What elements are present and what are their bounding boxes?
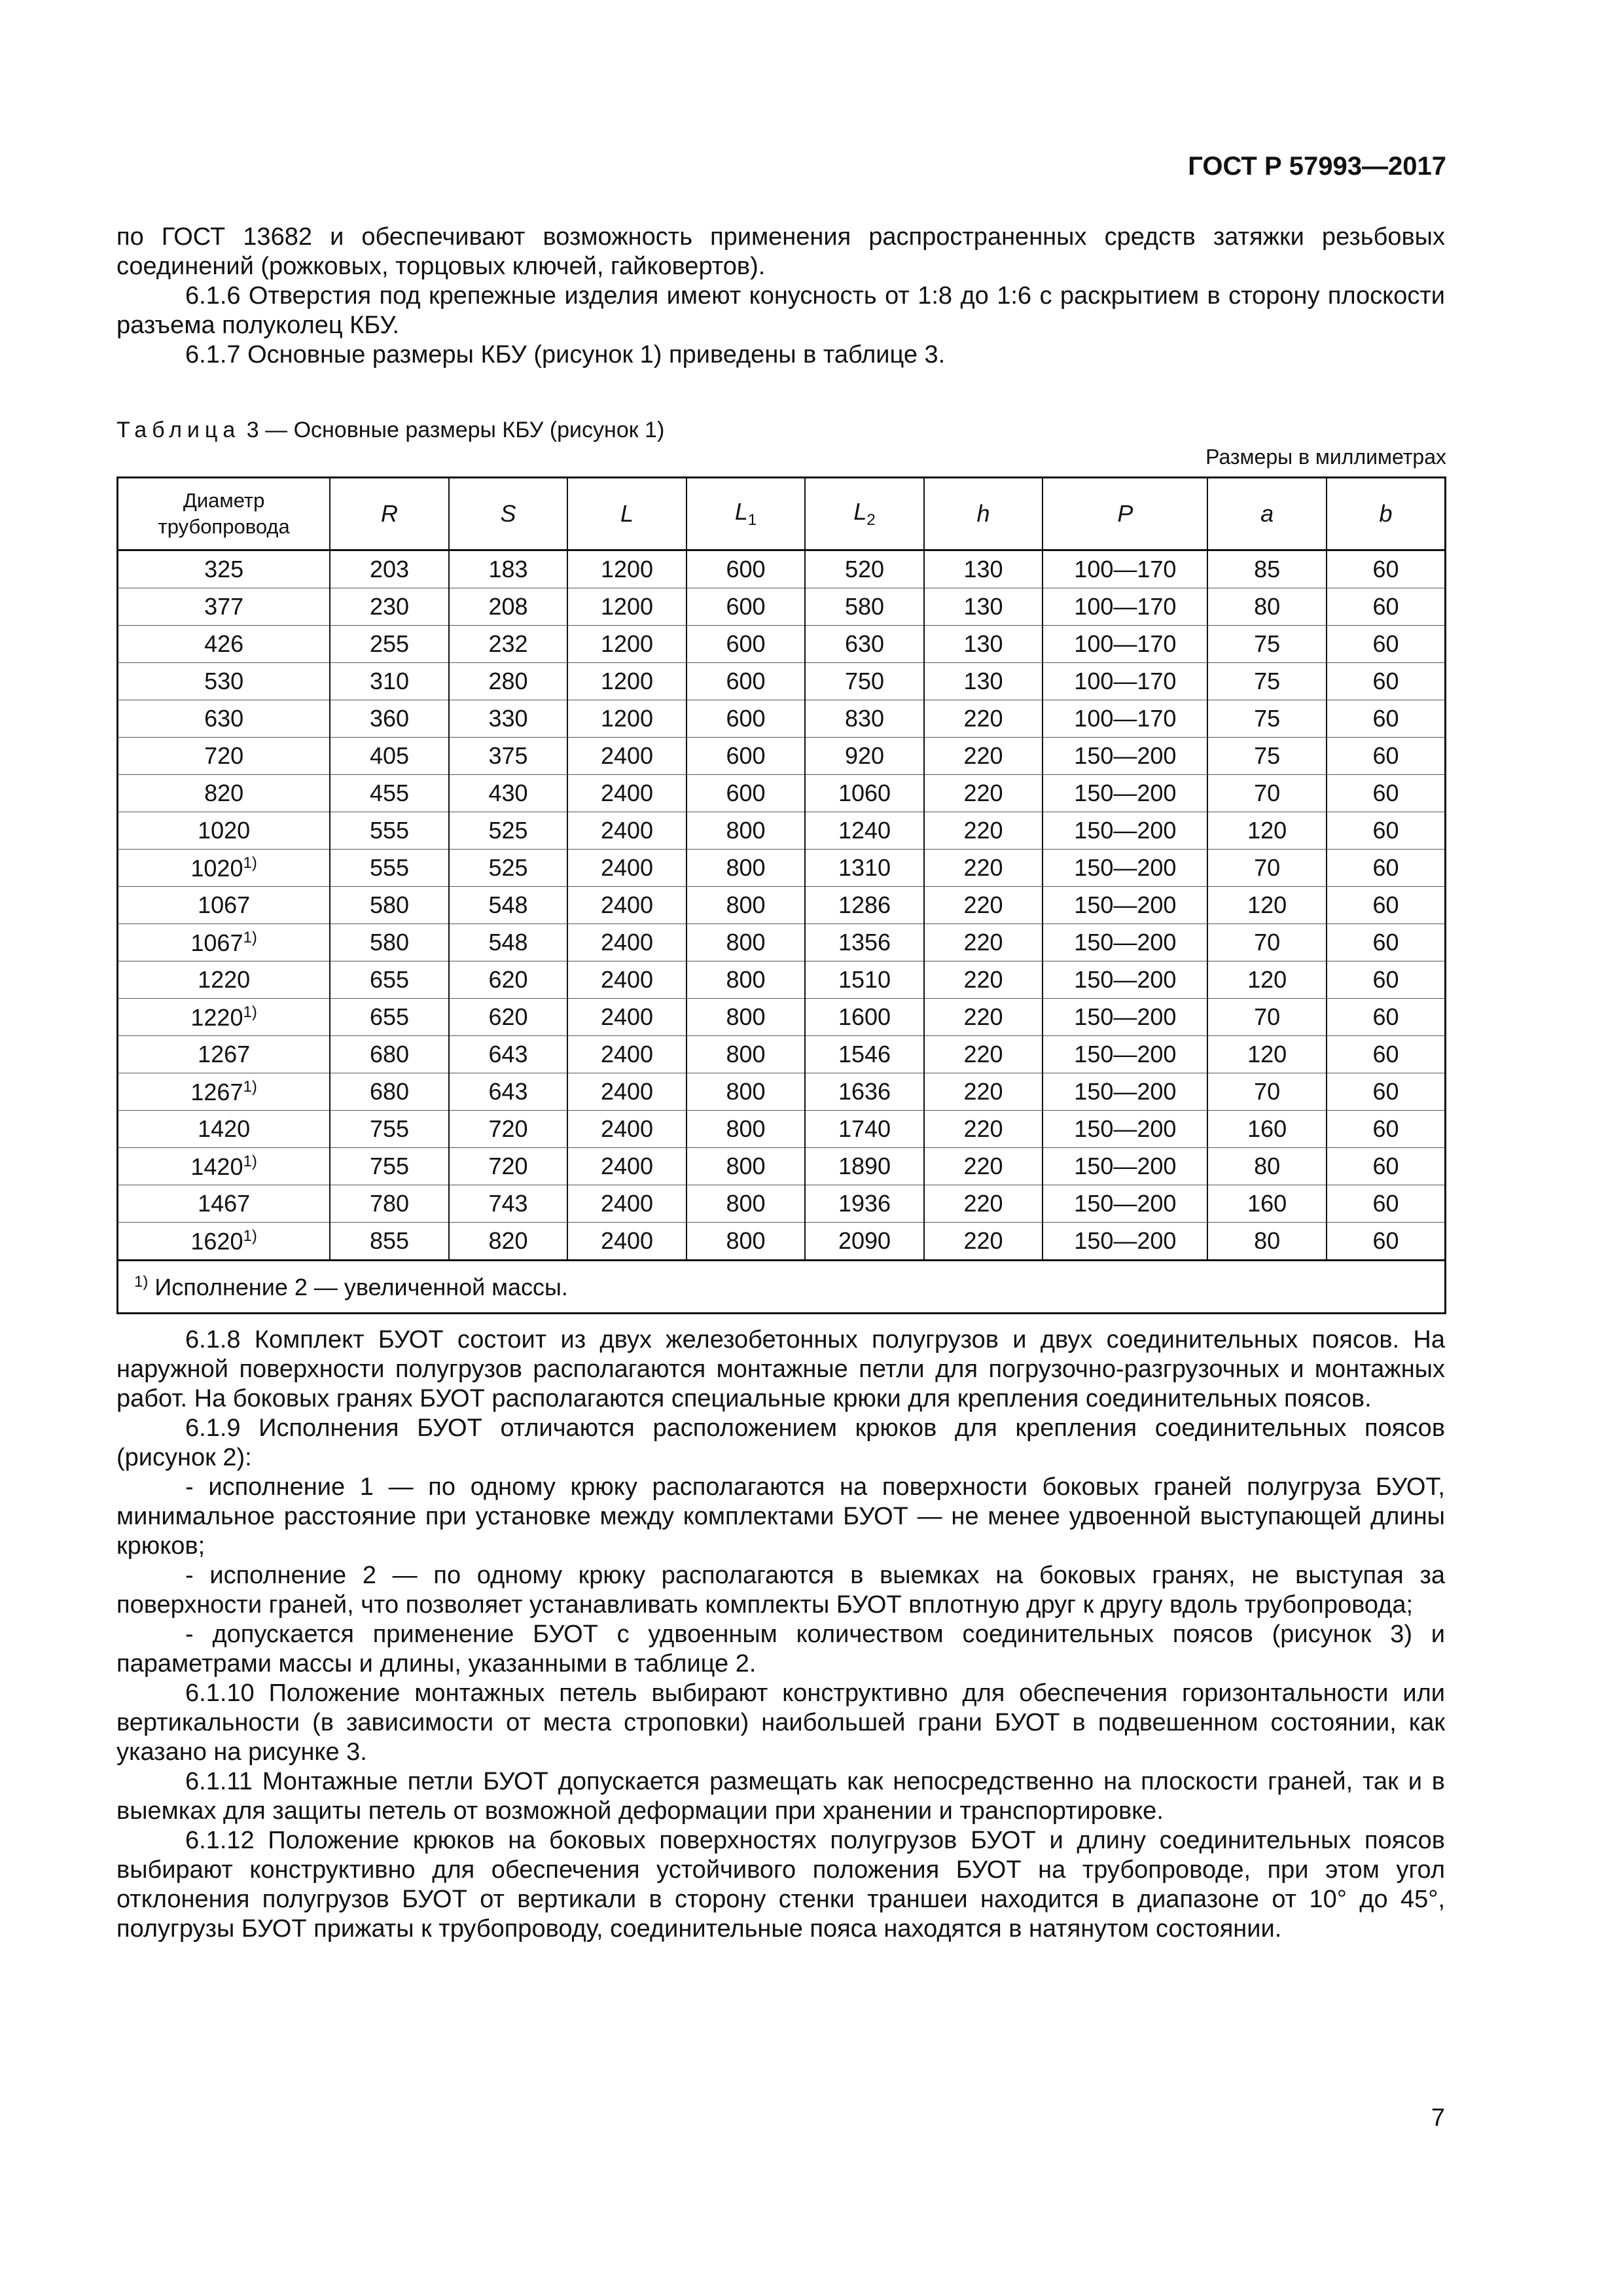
header-label: h: [976, 500, 990, 527]
table-cell: 1510: [805, 961, 924, 999]
table-cell: 130: [924, 663, 1043, 700]
table-cell: 2400: [567, 775, 687, 812]
table-cell: 80: [1207, 1223, 1327, 1261]
table-row: [118, 850, 1446, 887]
table-cell: 630: [805, 626, 924, 663]
table-cell: 780: [330, 1185, 449, 1223]
table-cell: 183: [449, 550, 568, 588]
table-cell: 60: [1327, 775, 1446, 812]
table-cell: 150—200: [1043, 1036, 1207, 1073]
header-cell: [1043, 478, 1207, 550]
table-cell: 60: [1327, 626, 1446, 663]
table-cell: 75: [1207, 663, 1327, 700]
diameter-value: 1220: [190, 1003, 243, 1031]
table-cell: 220: [924, 1148, 1043, 1185]
table-cell: 1200: [567, 700, 687, 738]
table-cell: 1936: [805, 1185, 924, 1223]
table-row: [118, 775, 1446, 812]
table-cell: 800: [687, 961, 806, 999]
table-cell: 548: [449, 887, 568, 924]
diameter-value: 1267: [190, 1078, 243, 1105]
table-cell: 150—200: [1043, 887, 1207, 924]
table-cell: 220: [924, 812, 1043, 850]
paragraph: - исполнение 2 — по одному крюку располагаются в выемках на боковых гранях, не выступая за поверхности граней, что позволяет устанавливать комплекты БУОТ вплотную друг к другу вдоль трубопровода;: [116, 1562, 1445, 1619]
table-cell: 120: [1207, 812, 1327, 850]
diameter-value: 1020: [198, 817, 251, 844]
table-cell: 855: [330, 1223, 449, 1261]
table-cell: 150—200: [1043, 812, 1207, 850]
dimensions-table: [116, 476, 1446, 1314]
table-cell: 820: [449, 1223, 568, 1261]
cell-pipe-diameter: [118, 812, 330, 850]
table-cell: 1546: [805, 1036, 924, 1073]
table-units: Размеры в миллиметрах: [1205, 445, 1446, 469]
header-pipe-diameter: [118, 478, 330, 550]
header-subscript: 2: [866, 511, 876, 529]
table-cell: 220: [924, 961, 1043, 999]
table-body: [118, 550, 1446, 1314]
table-row: [118, 961, 1446, 999]
table-cell: 1310: [805, 850, 924, 887]
diameter-value: 1420: [190, 1153, 243, 1180]
table-cell: 150—200: [1043, 738, 1207, 775]
table-cell: 800: [687, 850, 806, 887]
table-cell: 150—200: [1043, 1148, 1207, 1185]
cell-pipe-diameter: [118, 850, 330, 887]
table-cell: 2090: [805, 1223, 924, 1261]
table-cell: 2400: [567, 887, 687, 924]
table-cell: 800: [687, 887, 806, 924]
table-cell: 600: [687, 588, 806, 626]
body-text: [116, 1325, 1445, 1944]
table-cell: 220: [924, 738, 1043, 775]
table-cell: 720: [449, 1111, 568, 1148]
table-cell: 375: [449, 738, 568, 775]
table-cell: 525: [449, 850, 568, 887]
table-cell: 75: [1207, 626, 1327, 663]
table-cell: 1060: [805, 775, 924, 812]
table-cell: 2400: [567, 850, 687, 887]
table-cell: 150—200: [1043, 1223, 1207, 1261]
table-cell: 80: [1207, 588, 1327, 626]
table-cell: 655: [330, 999, 449, 1036]
table-cell: 60: [1327, 1073, 1446, 1111]
table-cell: 600: [687, 626, 806, 663]
table-cell: 220: [924, 1036, 1043, 1073]
table-cell: 60: [1327, 812, 1446, 850]
table-cell: 85: [1207, 550, 1327, 588]
table-cell: 1890: [805, 1148, 924, 1185]
table-cell: 800: [687, 1036, 806, 1073]
header-label: a: [1260, 500, 1274, 527]
table-cell: 830: [805, 700, 924, 738]
cell-pipe-diameter: [118, 1036, 330, 1073]
table-cell: 232: [449, 626, 568, 663]
table-cell: 150—200: [1043, 924, 1207, 961]
table-cell: 800: [687, 1148, 806, 1185]
table-cell: 60: [1327, 1185, 1446, 1223]
table-cell: 60: [1327, 887, 1446, 924]
cell-pipe-diameter: [118, 961, 330, 999]
table-cell: 60: [1327, 550, 1446, 588]
paragraph: по ГОСТ 13682 и обеспечивают возможность применения распространенных средств затяжки резьбовых соединений (рожковых, торцовых ключей, гайковертов).: [116, 223, 1445, 280]
diameter-value: 820: [204, 780, 244, 806]
table-row: [118, 1148, 1446, 1185]
table-caption-title: 3 — Основные размеры КБУ (рисунок 1): [246, 418, 665, 442]
header-label: b: [1379, 500, 1393, 527]
diameter-value: 630: [204, 705, 244, 732]
table-row: [118, 550, 1446, 588]
table-cell: 2400: [567, 924, 687, 961]
table-cell: 1600: [805, 999, 924, 1036]
table-cell: 120: [1207, 1036, 1327, 1073]
table-row: [118, 999, 1446, 1036]
cell-pipe-diameter: [118, 663, 330, 700]
table-cell: 548: [449, 924, 568, 961]
table-cell: 220: [924, 887, 1043, 924]
table-row: [118, 887, 1446, 924]
table-cell: 600: [687, 550, 806, 588]
table-cell: 330: [449, 700, 568, 738]
table-cell: 755: [330, 1148, 449, 1185]
table-cell: 720: [449, 1148, 568, 1185]
table-cell: 1356: [805, 924, 924, 961]
table-row: [118, 588, 1446, 626]
table-cell: 120: [1207, 961, 1327, 999]
table-cell: 643: [449, 1036, 568, 1073]
header-cell: [805, 478, 924, 550]
paragraph: - исполнение 1 — по одному крюку располагаются на поверхности боковых граней полугруза БУОТ, минимальное расстояние при установке между комплектами БУОТ — не менее удвоенной выступающей длины крюков;: [116, 1473, 1445, 1560]
table-cell: 220: [924, 850, 1043, 887]
table-cell: 70: [1207, 775, 1327, 812]
table-cell: 755: [330, 1111, 449, 1148]
table-row: [118, 663, 1446, 700]
cell-pipe-diameter: [118, 700, 330, 738]
table-cell: 310: [330, 663, 449, 700]
table-cell: 160: [1207, 1111, 1327, 1148]
table-header-row: [118, 478, 1446, 550]
page-number: 7: [1431, 2104, 1445, 2132]
table-row: [118, 1223, 1446, 1261]
footnote-ref: 1): [243, 1003, 257, 1021]
table-cell: 60: [1327, 700, 1446, 738]
paragraph: 6.1.10 Положение монтажных петель выбирают конструктивно для обеспечения горизонтальности или вертикальности (в зависимости от места строповки) наибольшей грани БУОТ в подвешенном состоянии, как указано на рисунке 3.: [116, 1679, 1445, 1766]
table-cell: 743: [449, 1185, 568, 1223]
table-cell: 800: [687, 1223, 806, 1261]
diameter-value: 1020: [190, 854, 243, 882]
table-cell: 600: [687, 700, 806, 738]
table-cell: 643: [449, 1073, 568, 1111]
header-cell: [330, 478, 449, 550]
table-cell: 255: [330, 626, 449, 663]
header-cell: [924, 478, 1043, 550]
table-cell: 405: [330, 738, 449, 775]
table-cell: 600: [687, 775, 806, 812]
table-cell: 75: [1207, 738, 1327, 775]
diameter-value: 325: [204, 556, 244, 583]
table-cell: 130: [924, 588, 1043, 626]
table-cell: 220: [924, 924, 1043, 961]
table-cell: 60: [1327, 924, 1446, 961]
table-cell: 2400: [567, 1185, 687, 1223]
table-cell: 1740: [805, 1111, 924, 1148]
footnote-ref: 1): [243, 1077, 257, 1096]
table-cell: 220: [924, 1185, 1043, 1223]
paragraph: 6.1.6 Отверстия под крепежные изделия имеют конусность от 1:8 до 1:6 с раскрытием в сторону плоскости разъема полуколец КБУ.: [116, 282, 1445, 339]
paragraph: 6.1.9 Исполнения БУОТ отличаются расположением крюков для крепления соединительных поясов (рисунок 2):: [116, 1414, 1445, 1471]
footnote-ref: 1): [243, 1152, 257, 1170]
table-cell: 1200: [567, 550, 687, 588]
table-cell: 2400: [567, 1073, 687, 1111]
table-cell: 60: [1327, 1036, 1446, 1073]
table-row: [118, 812, 1446, 850]
table-cell: 150—200: [1043, 850, 1207, 887]
cell-pipe-diameter: [118, 1148, 330, 1185]
table-cell: 220: [924, 775, 1043, 812]
footnote-ref: 1): [243, 1227, 257, 1245]
paragraph: - допускается применение БУОТ с удвоенным количеством соединительных поясов (рисунок 3) и параметрами массы и длины, указанными в таблице 2.: [116, 1621, 1445, 1677]
cell-pipe-diameter: [118, 550, 330, 588]
table-cell: 2400: [567, 1223, 687, 1261]
table-cell: 60: [1327, 999, 1446, 1036]
table-cell: 150—200: [1043, 999, 1207, 1036]
table-cell: 2400: [567, 1148, 687, 1185]
cell-pipe-diameter: [118, 1223, 330, 1261]
table-cell: 60: [1327, 738, 1446, 775]
header-cell: [567, 478, 687, 550]
table-cell: 920: [805, 738, 924, 775]
table-cell: 800: [687, 1073, 806, 1111]
table-cell: 1200: [567, 588, 687, 626]
table-caption: [116, 418, 664, 443]
table-cell: 580: [330, 924, 449, 961]
table-cell: 220: [924, 999, 1043, 1036]
table-cell: 2400: [567, 999, 687, 1036]
table-footnote: [118, 1261, 1446, 1314]
table-row: [118, 1185, 1446, 1223]
header-cell: [1327, 478, 1446, 550]
table-cell: 580: [330, 887, 449, 924]
paragraph: 6.1.8 Комплект БУОТ состоит из двух железобетонных полугрузов и двух соединительных поясов. На наружной поверхности полугрузов располагаются монтажные петли для погрузочно-разгрузочных и монтажных работ. На боковых гранях БУОТ располагаются специальные крюки для крепления соединительных поясов.: [116, 1326, 1445, 1412]
table-cell: 100—170: [1043, 588, 1207, 626]
document-header: ГОСТ Р 57993—2017: [1188, 152, 1446, 181]
diameter-value: 530: [204, 668, 244, 694]
table-cell: 1636: [805, 1073, 924, 1111]
table-cell: 150—200: [1043, 1185, 1207, 1223]
table-cell: 60: [1327, 1111, 1446, 1148]
table-cell: 1240: [805, 812, 924, 850]
header-cell: [449, 478, 568, 550]
table-cell: 130: [924, 550, 1043, 588]
footnote-text: Исполнение 2 — увеличенной массы.: [154, 1273, 568, 1300]
intro-text: [116, 223, 1445, 370]
paragraph: 6.1.11 Монтажные петли БУОТ допускается размещать как непосредственно на плоскости граней, так и в выемках для защиты петель от возможной деформации при хранении и транспортировке.: [116, 1768, 1445, 1825]
cell-pipe-diameter: [118, 1185, 330, 1223]
cell-pipe-diameter: [118, 626, 330, 663]
table-cell: 1200: [567, 626, 687, 663]
table-cell: 750: [805, 663, 924, 700]
cell-pipe-diameter: [118, 1111, 330, 1148]
table-cell: 130: [924, 626, 1043, 663]
table-cell: 70: [1207, 924, 1327, 961]
table-cell: 220: [924, 700, 1043, 738]
table-caption-word: Таблица: [116, 418, 241, 442]
table-cell: 70: [1207, 1073, 1327, 1111]
cell-pipe-diameter: [118, 924, 330, 961]
header-label: Диаметр трубопровода: [158, 489, 290, 538]
table-cell: 580: [805, 588, 924, 626]
table-cell: 655: [330, 961, 449, 999]
diameter-value: 1220: [198, 966, 251, 993]
footnote-ref: 1): [243, 853, 257, 872]
table-cell: 800: [687, 1185, 806, 1223]
footnote-mark: 1): [134, 1272, 149, 1291]
table-cell: 150—200: [1043, 775, 1207, 812]
table-cell: 600: [687, 663, 806, 700]
table-cell: 2400: [567, 1111, 687, 1148]
table-cell: 2400: [567, 961, 687, 999]
table-cell: 620: [449, 961, 568, 999]
table-cell: 70: [1207, 999, 1327, 1036]
table-cell: 150—200: [1043, 961, 1207, 999]
table-cell: 60: [1327, 588, 1446, 626]
table-cell: 230: [330, 588, 449, 626]
diameter-value: 1620: [190, 1227, 243, 1255]
header-label: L: [620, 500, 634, 527]
footnote-ref: 1): [243, 928, 257, 946]
header-label: P: [1117, 500, 1133, 527]
table-cell: 2400: [567, 812, 687, 850]
cell-pipe-diameter: [118, 775, 330, 812]
table-cell: 70: [1207, 850, 1327, 887]
header-label: L: [853, 497, 867, 525]
cell-pipe-diameter: [118, 887, 330, 924]
header-cell: [1207, 478, 1327, 550]
table-row: [118, 1111, 1446, 1148]
table-cell: 280: [449, 663, 568, 700]
table-cell: 800: [687, 924, 806, 961]
table-row: [118, 626, 1446, 663]
diameter-value: 1420: [198, 1115, 251, 1142]
table-cell: 620: [449, 999, 568, 1036]
table-cell: 680: [330, 1073, 449, 1111]
table-cell: 208: [449, 588, 568, 626]
table-cell: 100—170: [1043, 626, 1207, 663]
paragraph: 6.1.12 Положение крюков на боковых поверхностях полугрузов БУОТ и длину соединительных поясов выбирают конструктивно для обеспечения устойчивого положения БУОТ на трубопроводе, при этом угол отклонения полугрузов БУОТ от вертикали в сторону стенки траншеи находится в диапазоне от 10° до 45°, полугрузы БУОТ прижаты к трубопроводу, соединительные пояса находятся в натянутом состоянии.: [116, 1827, 1445, 1943]
table-cell: 600: [687, 738, 806, 775]
diameter-value: 1067: [198, 891, 251, 918]
table-cell: 150—200: [1043, 1073, 1207, 1111]
table-cell: 2400: [567, 738, 687, 775]
table-cell: 100—170: [1043, 663, 1207, 700]
table-cell: 60: [1327, 663, 1446, 700]
table-cell: 100—170: [1043, 700, 1207, 738]
table-cell: 525: [449, 812, 568, 850]
diameter-value: 1067: [190, 929, 243, 956]
header-label: L: [734, 497, 748, 525]
table-row: [118, 1073, 1446, 1111]
table-cell: 160: [1207, 1185, 1327, 1223]
table-cell: 60: [1327, 1223, 1446, 1261]
table-cell: 80: [1207, 1148, 1327, 1185]
header-label: S: [500, 500, 516, 527]
table-cell: 2400: [567, 1036, 687, 1073]
table-cell: 75: [1207, 700, 1327, 738]
table-cell: 60: [1327, 850, 1446, 887]
cell-pipe-diameter: [118, 588, 330, 626]
table-cell: 1286: [805, 887, 924, 924]
table-row: [118, 1036, 1446, 1073]
table-cell: 100—170: [1043, 550, 1207, 588]
table-cell: 800: [687, 812, 806, 850]
header-subscript: 1: [747, 511, 757, 529]
cell-pipe-diameter: [118, 738, 330, 775]
diameter-value: 426: [204, 630, 244, 657]
diameter-value: 377: [204, 593, 244, 620]
cell-pipe-diameter: [118, 1073, 330, 1111]
table-cell: 555: [330, 850, 449, 887]
table-cell: 220: [924, 1111, 1043, 1148]
table-row: [118, 700, 1446, 738]
table-row: [118, 738, 1446, 775]
table-cell: 60: [1327, 1148, 1446, 1185]
table-cell: 520: [805, 550, 924, 588]
table-cell: 430: [449, 775, 568, 812]
table-cell: 1200: [567, 663, 687, 700]
diameter-value: 1267: [198, 1041, 251, 1067]
table-cell: 455: [330, 775, 449, 812]
table-cell: 120: [1207, 887, 1327, 924]
table-footnote-row: [118, 1261, 1446, 1314]
diameter-value: 1467: [198, 1190, 251, 1217]
table-cell: 150—200: [1043, 1111, 1207, 1148]
table-cell: 60: [1327, 961, 1446, 999]
table-row: [118, 924, 1446, 961]
table-cell: 555: [330, 812, 449, 850]
header-label: R: [380, 500, 398, 527]
table-cell: 680: [330, 1036, 449, 1073]
paragraph: 6.1.7 Основные размеры КБУ (рисунок 1) приведены в таблице 3.: [185, 341, 946, 368]
table-cell: 203: [330, 550, 449, 588]
cell-pipe-diameter: [118, 999, 330, 1036]
table-cell: 220: [924, 1073, 1043, 1111]
table-cell: 800: [687, 999, 806, 1036]
table-cell: 360: [330, 700, 449, 738]
header-cell: [687, 478, 806, 550]
table-cell: 800: [687, 1111, 806, 1148]
diameter-value: 720: [204, 742, 244, 769]
table-cell: 220: [924, 1223, 1043, 1261]
